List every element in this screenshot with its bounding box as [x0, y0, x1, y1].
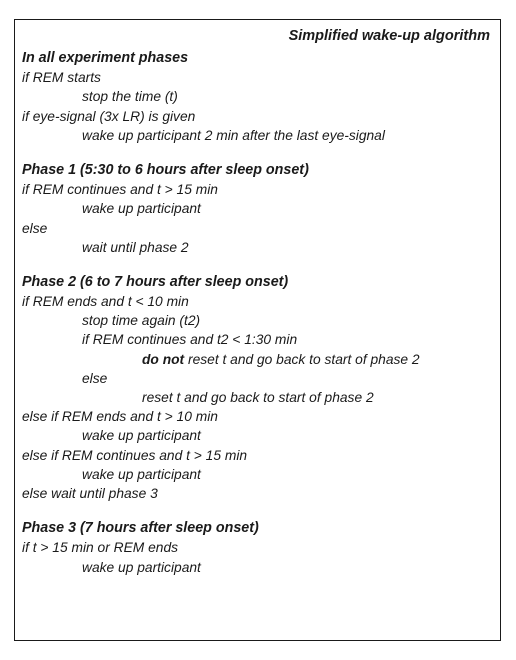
section-phase-1 — [22, 161, 494, 257]
algorithm-line: if REM ends and t < 10 min — [22, 294, 189, 310]
algorithm-line: if eye-signal (3x LR) is given — [22, 108, 196, 124]
section-phase-3 — [22, 519, 494, 577]
algorithm-line: if REM starts — [22, 70, 101, 86]
algorithm-line — [22, 350, 494, 369]
algorithm-line: if REM continues and t2 < 1:30 min — [82, 332, 298, 348]
section-heading: Phase 1 (5:30 to 6 hours after sleep onset) — [22, 161, 309, 178]
algorithm-line: else — [82, 370, 108, 386]
section-gap — [22, 257, 494, 273]
algorithm-line: wake up participant — [82, 559, 201, 575]
algorithm-line: else if REM continues and t > 15 min — [22, 447, 248, 463]
algorithm-line: reset t and go back to start of phase 2 — [142, 390, 374, 405]
section-heading: Phase 2 (6 to 7 hours after sleep onset) — [22, 273, 289, 290]
algorithm-line: wake up participant 2 min after the last eye-signal — [82, 127, 385, 143]
algorithm-line: else wait until phase 3 — [22, 485, 158, 501]
section-gap — [22, 503, 494, 519]
algorithm-line: wake up participant — [82, 466, 201, 482]
section-general — [22, 49, 494, 145]
algorithm-box — [14, 19, 501, 641]
section-heading: In all experiment phases — [22, 50, 189, 66]
section-phase-2 — [22, 273, 494, 503]
algorithm-line: wait until phase 2 — [82, 239, 189, 255]
algorithm-line: stop time again (t2) — [82, 313, 201, 329]
section-heading: Phase 3 (7 hours after sleep onset) — [22, 520, 259, 537]
algorithm-line: else — [22, 220, 48, 236]
algorithm-line: if REM continues and t > 15 min — [22, 182, 218, 198]
algorithm-line: wake up participant — [82, 428, 201, 444]
box-title: Simplified wake-up algorithm — [288, 28, 490, 44]
emphasis-text: do not — [142, 351, 185, 367]
algorithm-line: wake up participant — [82, 201, 201, 217]
algorithm-line: else if REM ends and t > 10 min — [22, 409, 218, 425]
algorithm-line-text: reset t and go back to start of phase 2 — [184, 351, 420, 367]
section-gap — [22, 145, 494, 161]
algorithm-line: stop the time (t) — [82, 89, 178, 105]
algorithm-content — [22, 49, 494, 577]
algorithm-line: if t > 15 min or REM ends — [22, 540, 179, 556]
